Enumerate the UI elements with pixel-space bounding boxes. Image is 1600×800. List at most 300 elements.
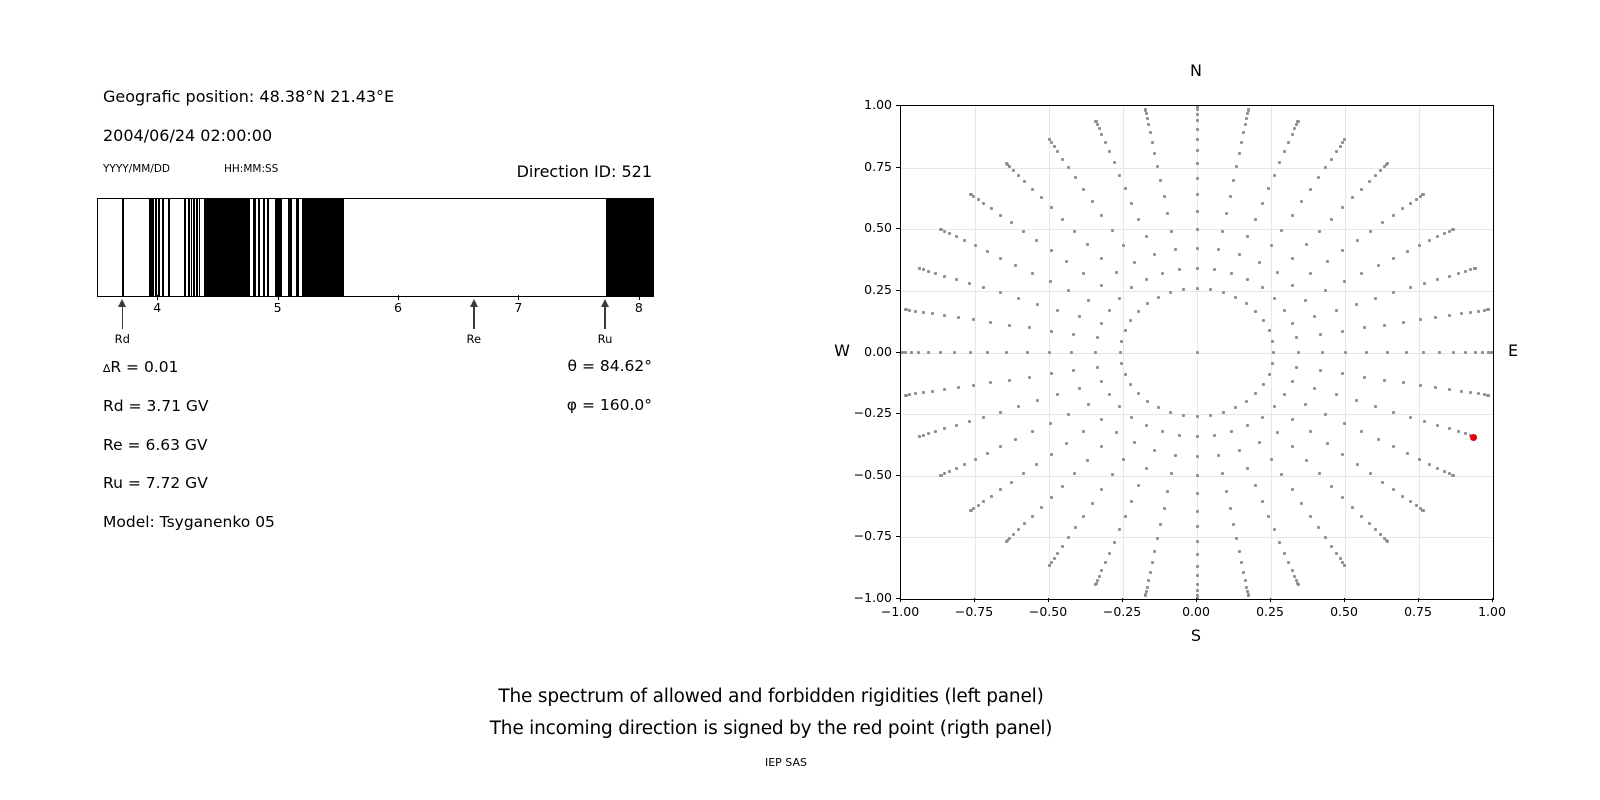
scatter-dot — [1335, 393, 1338, 396]
forbidden-band — [149, 199, 151, 296]
scatter-dot — [931, 312, 934, 315]
scatter-dot — [955, 278, 958, 281]
scatter-dot — [943, 427, 946, 430]
marker-label: Ru — [597, 332, 613, 346]
scatter-dot — [917, 351, 920, 354]
scatter-dot — [1240, 141, 1243, 144]
scatter-dot — [1036, 399, 1039, 402]
y-tick-label: 0.50 — [864, 220, 892, 236]
scatter-dot — [1293, 575, 1296, 578]
scatter-dot — [1392, 291, 1395, 294]
marker-arrow-shaft — [122, 306, 124, 329]
y-tick-mark — [896, 352, 900, 353]
scatter-dot — [1157, 296, 1160, 299]
scatter-dot — [1137, 484, 1140, 487]
scatter-dot — [1073, 230, 1076, 233]
scatter-dot — [1017, 297, 1020, 300]
scatter-dot — [1487, 394, 1490, 397]
scatter-dot — [1278, 541, 1281, 544]
scatter-dot — [1238, 449, 1241, 452]
x-tick-label: 1.00 — [1478, 604, 1506, 619]
scatter-dot — [1100, 380, 1103, 383]
scatter-dot — [1229, 507, 1232, 510]
scatter-dot — [1056, 552, 1059, 555]
scatter-dot — [1022, 230, 1025, 233]
scatter-dot — [908, 393, 911, 396]
scatter-dot — [1448, 427, 1451, 430]
scatter-dot — [1276, 271, 1279, 274]
scatter-dot — [918, 267, 921, 270]
scatter-dot — [1225, 490, 1228, 493]
scatter-dot — [1124, 373, 1127, 376]
scatter-dot — [1258, 261, 1261, 264]
scatter-dot — [955, 467, 958, 470]
scatter-dot — [1271, 340, 1274, 343]
scatter-dot — [982, 286, 985, 289]
scatter-dot — [1087, 403, 1090, 406]
scatter-dot — [1145, 424, 1148, 427]
scatter-dot — [1049, 280, 1052, 283]
scatter-dot — [977, 198, 980, 201]
scatter-dot — [1118, 174, 1121, 177]
grid-line-horizontal — [901, 291, 1493, 292]
scatter-dot — [1196, 474, 1199, 477]
scatter-dot — [1428, 463, 1431, 466]
rd-value: Rd = 3.71 GV — [103, 397, 209, 415]
forbidden-band — [253, 199, 255, 296]
scatter-dot — [1094, 583, 1097, 586]
scatter-dot — [914, 392, 917, 395]
time-format-label: HH:MM:SS — [224, 163, 279, 175]
forbidden-band — [204, 199, 250, 296]
scatter-dot — [948, 470, 951, 473]
scatter-dot — [1245, 586, 1248, 589]
scatter-dot — [1209, 414, 1212, 417]
scatter-dot — [1295, 366, 1298, 369]
scatter-dot — [1012, 169, 1015, 172]
scatter-dot — [1078, 315, 1081, 318]
scatter-dot — [1238, 152, 1241, 155]
scatter-dot — [1477, 392, 1480, 395]
scatter-dot — [1230, 430, 1233, 433]
scatter-dot — [1174, 454, 1177, 457]
scatter-dot — [1035, 463, 1038, 466]
scatter-dot — [1065, 442, 1068, 445]
scatter-dot — [1464, 432, 1467, 435]
scatter-dot — [1050, 372, 1053, 375]
scatter-dot — [1341, 141, 1344, 144]
scatter-dot — [1254, 392, 1257, 395]
scatter-dot — [1335, 552, 1338, 555]
rigidity-spectrum-bar — [97, 198, 654, 297]
scatter-dot — [1130, 286, 1133, 289]
spectrum-tick-label: 7 — [514, 300, 523, 315]
scatter-dot — [1238, 253, 1241, 256]
scatter-dot — [1196, 108, 1199, 111]
scatter-dot — [1161, 272, 1164, 275]
ru-value: Ru = 7.72 GV — [103, 474, 208, 492]
scatter-dot — [934, 430, 937, 433]
scatter-dot — [1246, 424, 1249, 427]
scatter-dot — [1341, 496, 1344, 499]
marker-arrow-shaft — [604, 306, 606, 329]
scatter-dot — [1278, 161, 1281, 164]
model-text: Model: Tsyganenko 05 — [103, 513, 275, 531]
scatter-dot — [1137, 218, 1140, 221]
scatter-dot — [1268, 329, 1271, 332]
credit-text: IEP SAS — [764, 756, 808, 769]
scatter-dot — [1098, 127, 1101, 130]
scatter-dot — [1144, 594, 1147, 597]
scatter-dot — [1156, 165, 1159, 168]
scatter-dot — [1129, 383, 1132, 386]
scatter-dot — [1267, 515, 1270, 518]
scatter-dot — [1153, 253, 1156, 256]
forbidden-band — [168, 199, 170, 296]
scatter-dot — [910, 351, 913, 354]
forbidden-band — [152, 199, 154, 296]
scatter-dot — [1469, 391, 1472, 394]
scatter-dot — [1196, 228, 1199, 231]
scatter-dot — [1313, 387, 1316, 390]
scatter-dot — [1196, 162, 1199, 165]
scatter-dot — [1474, 267, 1477, 270]
scatter-dot — [1481, 351, 1484, 354]
scatter-dot — [1222, 411, 1225, 414]
scatter-dot — [1178, 434, 1181, 437]
scatter-dot — [1100, 322, 1103, 325]
scatter-dot — [1050, 496, 1053, 499]
scatter-dot — [1010, 221, 1013, 224]
scatter-dot — [1330, 218, 1333, 221]
scatter-dot — [1050, 453, 1053, 456]
scatter-dot — [955, 235, 958, 238]
scatter-dot — [1409, 202, 1412, 205]
scatter-dot — [1469, 311, 1472, 314]
scatter-dot — [1244, 579, 1247, 582]
scatter-dot — [1234, 296, 1237, 299]
scatter-dot — [1295, 123, 1298, 126]
scatter-dot — [1100, 133, 1103, 136]
scatter-dot — [1422, 193, 1425, 196]
scatter-dot — [1050, 141, 1053, 144]
scatter-dot — [908, 309, 911, 312]
x-tick-mark — [1048, 598, 1049, 602]
x-tick-mark — [1492, 598, 1493, 602]
scatter-dot — [1324, 166, 1327, 169]
scatter-dot — [1261, 500, 1264, 503]
scatter-dot — [1119, 351, 1122, 354]
scatter-dot — [1196, 193, 1199, 196]
scatter-dot — [1283, 309, 1286, 312]
scatter-dot — [1238, 550, 1241, 553]
scatter-dot — [972, 384, 975, 387]
scatter-dot — [1374, 174, 1377, 177]
scatter-dot — [1330, 485, 1333, 488]
x-tick-mark — [1196, 598, 1197, 602]
scatter-dot — [1272, 351, 1275, 354]
spectrum-tick-label: 5 — [273, 300, 282, 315]
scatter-dot — [1048, 351, 1051, 354]
forbidden-band — [263, 199, 265, 296]
scatter-dot — [1309, 188, 1312, 191]
scatter-dot — [1438, 351, 1441, 354]
scatter-dot — [1061, 545, 1064, 548]
scatter-dot — [927, 351, 930, 354]
scatter-dot — [1341, 206, 1344, 209]
scatter-dot — [1240, 561, 1243, 564]
scatter-dot — [1392, 411, 1395, 414]
scatter-dot — [1469, 268, 1472, 271]
scatter-dot — [1262, 319, 1265, 322]
scatter-dot — [1196, 138, 1199, 141]
scatter-dot — [1246, 278, 1249, 281]
scatter-dot — [1196, 492, 1199, 495]
scatter-dot — [1017, 405, 1020, 408]
forbidden-band — [606, 199, 653, 296]
scatter-dot — [1012, 533, 1015, 536]
scatter-dot — [1335, 309, 1338, 312]
scatter-dot — [1182, 414, 1185, 417]
scatter-dot — [1406, 452, 1409, 455]
scatter-dot — [974, 244, 977, 247]
scatter-dot — [1174, 248, 1177, 251]
scatter-dot — [1005, 351, 1008, 354]
scatter-dot — [1196, 510, 1199, 513]
scatter-dot — [1115, 271, 1118, 274]
y-tick-label: −0.75 — [853, 528, 892, 544]
scatter-dot — [1005, 540, 1008, 543]
scatter-dot — [1232, 179, 1235, 182]
scatter-dot — [1436, 424, 1439, 427]
scatter-dot — [1319, 369, 1322, 372]
scatter-dot — [1318, 472, 1321, 475]
scatter-dot — [1056, 309, 1059, 312]
scatter-dot — [1108, 552, 1111, 555]
scatter-dot — [999, 445, 1002, 448]
scatter-dot — [1443, 470, 1446, 473]
forbidden-band — [122, 199, 124, 296]
scatter-dot — [1386, 162, 1389, 165]
y-tick-label: 0.75 — [864, 158, 892, 174]
forbidden-band — [267, 199, 269, 296]
scatter-dot — [1368, 522, 1371, 525]
scatter-dot — [1423, 282, 1426, 285]
forbidden-band — [258, 199, 260, 296]
scatter-dot — [1273, 174, 1276, 177]
scatter-dot — [1036, 303, 1039, 306]
scatter-dot — [1120, 362, 1123, 365]
scatter-dot — [1377, 438, 1380, 441]
scatter-dot — [1072, 333, 1075, 336]
scatter-dot — [1229, 195, 1232, 198]
scatter-dot — [1082, 430, 1085, 433]
x-tick-label: 0.50 — [1330, 604, 1358, 619]
scatter-dot — [1341, 372, 1344, 375]
delta-symbol: ∆ — [103, 362, 111, 375]
scatter-dot — [1291, 445, 1294, 448]
scatter-dot — [1360, 430, 1363, 433]
scatter-dot — [1040, 506, 1043, 509]
caption-line1: The spectrum of allowed and forbidden rigidities (left panel) — [498, 686, 1044, 707]
scatter-dot — [974, 458, 977, 461]
scatter-dot — [1166, 490, 1169, 493]
scatter-dot — [1339, 145, 1342, 148]
scatter-dot — [1100, 284, 1103, 287]
scatter-dot — [1324, 413, 1327, 416]
scatter-dot — [1244, 123, 1247, 126]
scatter-dot — [943, 230, 946, 233]
scatter-dot — [1061, 158, 1064, 161]
scatter-dot — [1297, 120, 1300, 123]
scatter-dot — [1061, 218, 1064, 221]
compass-west-label: W — [834, 341, 850, 360]
scatter-dot — [1436, 467, 1439, 470]
scatter-dot — [1146, 400, 1149, 403]
scatter-dot — [1401, 207, 1404, 210]
scatter-dot — [1317, 176, 1320, 179]
spectrum-tick-label: 8 — [634, 300, 643, 315]
scatter-dot — [1153, 550, 1156, 553]
scatter-dot — [1221, 230, 1224, 233]
scatter-dot — [1153, 152, 1156, 155]
scatter-dot — [1065, 260, 1068, 263]
scatter-dot — [1235, 537, 1238, 540]
scatter-dot — [1232, 523, 1235, 526]
scatter-dot — [1149, 571, 1152, 574]
scatter-dot — [1196, 149, 1199, 152]
y-tick-mark — [896, 167, 900, 168]
y-tick-label: 0.25 — [864, 281, 892, 297]
scatter-dot — [1196, 525, 1199, 528]
scatter-dot — [1209, 288, 1212, 291]
x-tick-label: −0.75 — [954, 604, 994, 619]
scatter-dot — [1222, 291, 1225, 294]
forbidden-band — [302, 199, 344, 296]
scatter-dot — [922, 311, 925, 314]
scatter-dot — [1448, 275, 1451, 278]
scatter-dot — [914, 310, 917, 313]
scatter-dot — [1067, 166, 1070, 169]
scatter-dot — [1291, 418, 1294, 421]
scatter-dot — [1133, 441, 1136, 444]
x-tick-label: 0.75 — [1404, 604, 1432, 619]
scatter-dot — [963, 463, 966, 466]
scatter-dot — [1434, 316, 1437, 319]
re-value: Re = 6.63 GV — [103, 436, 208, 454]
scatter-dot — [1104, 561, 1107, 564]
y-tick-mark — [896, 536, 900, 537]
scatter-dot — [1262, 383, 1265, 386]
scatter-dot — [927, 270, 930, 273]
scatter-dot — [1291, 133, 1294, 136]
scatter-dot — [982, 500, 985, 503]
theta-value: θ = 84.62° — [567, 357, 652, 375]
scatter-dot — [1268, 373, 1271, 376]
scatter-dot — [1166, 212, 1169, 215]
scatter-dot — [1409, 286, 1412, 289]
y-tick-mark — [896, 105, 900, 106]
scatter-dot — [1415, 198, 1418, 201]
scatter-dot — [1031, 272, 1034, 275]
scatter-dot — [1291, 569, 1294, 572]
scatter-dot — [1293, 127, 1296, 130]
scatter-dot — [1147, 123, 1150, 126]
scatter-dot — [1082, 272, 1085, 275]
scatter-dot — [1448, 388, 1451, 391]
scatter-dot — [1324, 289, 1327, 292]
scatter-dot — [1028, 326, 1031, 329]
scatter-dot — [1035, 239, 1038, 242]
scatter-dot — [1129, 319, 1132, 322]
forbidden-band — [188, 199, 190, 296]
scatter-dot — [1049, 422, 1052, 425]
scatter-dot — [1436, 235, 1439, 238]
scatter-dot — [1287, 561, 1290, 564]
scatter-dot — [1053, 557, 1056, 560]
x-tick-label: −1.00 — [880, 604, 920, 619]
scatter-dot — [1122, 458, 1125, 461]
scatter-dot — [922, 434, 925, 437]
scatter-dot — [1291, 488, 1294, 491]
scatter-dot — [1409, 500, 1412, 503]
scatter-dot — [1026, 351, 1029, 354]
scatter-dot — [1163, 507, 1166, 510]
y-tick-mark — [896, 290, 900, 291]
scatter-dot — [1086, 243, 1089, 246]
scatter-dot — [1409, 416, 1412, 419]
scatter-dot — [1309, 515, 1312, 518]
scatter-dot — [1419, 318, 1422, 321]
scatter-dot — [1100, 488, 1103, 491]
scatter-dot — [1130, 416, 1133, 419]
scatter-dot — [1124, 187, 1127, 190]
scatter-dot — [986, 452, 989, 455]
scatter-dot — [999, 257, 1002, 260]
scatter-dot — [1245, 400, 1248, 403]
scatter-dot — [1146, 117, 1149, 120]
scatter-dot — [1137, 392, 1140, 395]
grid-line-vertical — [1419, 106, 1420, 599]
scatter-dot — [1217, 248, 1220, 251]
direction-id-text: Direction ID: 521 — [516, 162, 652, 181]
scatter-dot — [1392, 488, 1395, 491]
scatter-dot — [1145, 467, 1148, 470]
scatter-dot — [990, 207, 993, 210]
scatter-dot — [1356, 239, 1359, 242]
scatter-dot — [1137, 310, 1140, 313]
scatter-dot — [1061, 485, 1064, 488]
scatter-dot — [904, 394, 907, 397]
scatter-dot — [922, 391, 925, 394]
scatter-dot — [1196, 583, 1199, 586]
scatter-dot — [1246, 467, 1249, 470]
scatter-dot — [1351, 506, 1354, 509]
scatter-dot — [1056, 393, 1059, 396]
scatter-dot — [1120, 340, 1123, 343]
scatter-dot — [1048, 564, 1051, 567]
scatter-dot — [904, 351, 907, 354]
scatter-dot — [1196, 565, 1199, 568]
scatter-dot — [1145, 112, 1148, 115]
y-tick-label: −1.00 — [853, 590, 892, 605]
scatter-dot — [1178, 268, 1181, 271]
scatter-dot — [1492, 351, 1495, 354]
scatter-dot — [1402, 321, 1405, 324]
scatter-dot — [1343, 138, 1346, 141]
scatter-dot — [1330, 545, 1333, 548]
scatter-dot — [968, 420, 971, 423]
